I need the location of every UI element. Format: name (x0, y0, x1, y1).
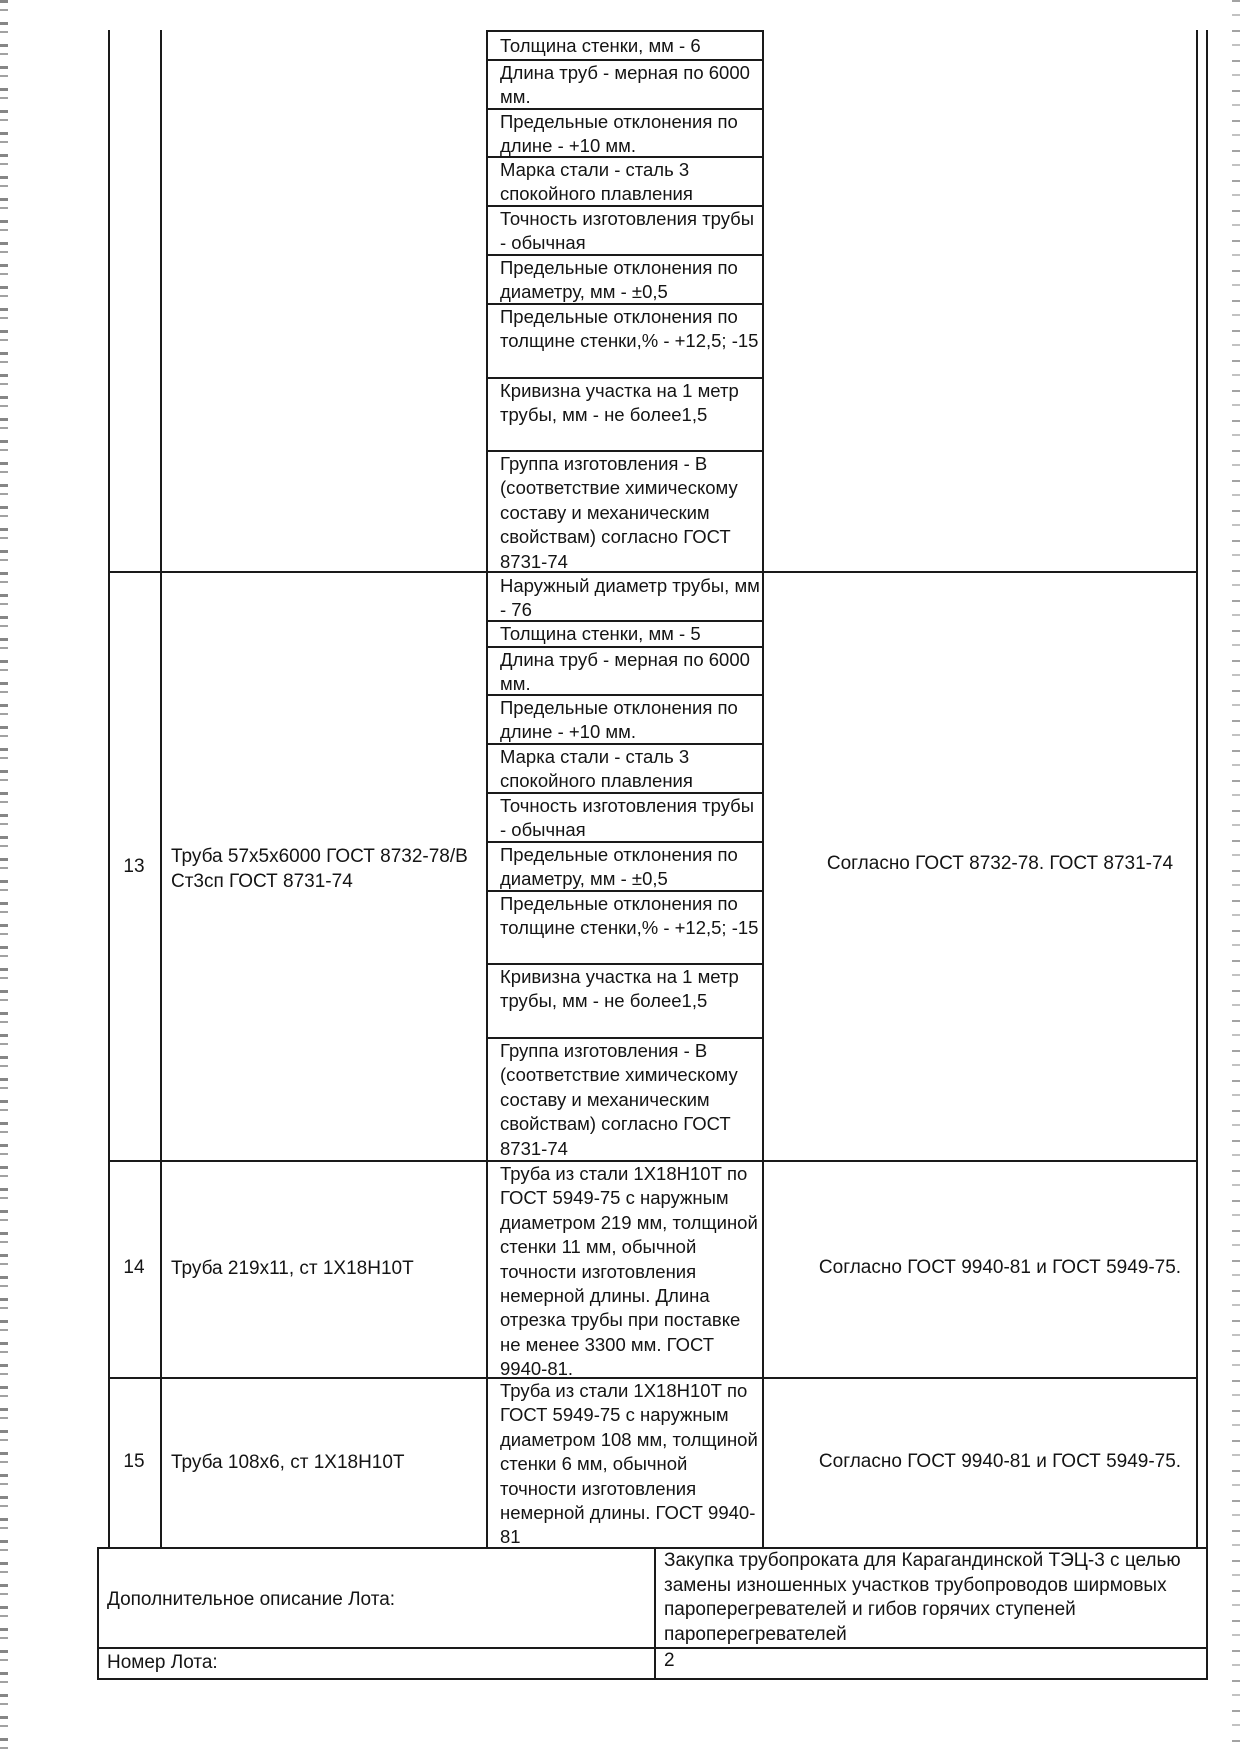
table-col-divider-1 (160, 30, 162, 1547)
footer-bottom-border (97, 1678, 1208, 1680)
table-top-border (486, 30, 764, 32)
spec-cell: Труба из стали 1Х18Н10Т по ГОСТ 5949-75 с наружным диаметром 219 мм, толщиной стенки 11 мм, обычной точности изготовления немерной длины. Длина отрезка трубы при поставке не менее 3300 мм. ГОСТ 9940-81. (500, 1163, 758, 1380)
table-col-divider-3 (762, 30, 764, 1547)
spec-cell: Предельные отклонения по толщине стенки,% - +12,5; -15 (500, 893, 759, 939)
item-name: Труба 219х11, ст 1Х18Н10Т (171, 1258, 414, 1279)
item-name: Труба 57х5х6000 ГОСТ 8732-78/В Ст3сп ГОСТ 8731-74 (171, 846, 468, 892)
spec-cell: Наружный диаметр трубы, мм - 76 (500, 575, 760, 621)
spec-cell: Точность изготовления трубы - обычная (500, 795, 755, 841)
footer-col-divider (654, 1547, 656, 1680)
table-col-divider-2 (486, 30, 488, 1547)
spec-cell: Группа изготовления - В (соответствие химическому составу и механическим свойствам) согласно ГОСТ 8731-74 (500, 1040, 738, 1159)
row-number: 15 (123, 1451, 145, 1472)
scan-edge-right (1232, 0, 1240, 1754)
requirement-cell: Согласно ГОСТ 9940-81 и ГОСТ 5949-75. (818, 1451, 1182, 1472)
spec-cell: Предельные отклонения по длине - +10 мм. (500, 111, 738, 157)
spec-cell: Предельные отклонения по длине - +10 мм. (500, 697, 738, 743)
row-number: 14 (123, 1257, 145, 1278)
table-border-right (1196, 30, 1198, 1547)
spec-cell: Толщина стенки, мм - 5 (500, 623, 701, 644)
spec-cell: Предельные отклонения по диаметру, мм - ±0,5 (500, 257, 738, 303)
requirement-cell: Согласно ГОСТ 9940-81 и ГОСТ 5949-75. (818, 1257, 1182, 1278)
lot-number-value: 2 (664, 1650, 675, 1671)
requirement-cell: Согласно ГОСТ 8732-78. ГОСТ 8731-74 (826, 853, 1174, 874)
spec-cell: Предельные отклонения по диаметру, мм - ±0,5 (500, 844, 738, 890)
spec-cell: Кривизна участка на 1 метр трубы, мм - не более1,5 (500, 966, 739, 1012)
spec-cell: Группа изготовления - В (соответствие химическому составу и механическим свойствам) согласно ГОСТ 8731-74 (500, 453, 738, 572)
footer-border-left (97, 1547, 99, 1680)
additional-description-value: Закупка трубопроката для Карагандинской ТЭЦ-3 с целью замены изношенных участков трубопроводов ширмовых пароперегревателей и гибов горячих ступеней пароперегревателей (664, 1550, 1181, 1645)
scan-edge-left (0, 0, 8, 1754)
spec-cell: Марка стали - сталь 3 спокойного плавления (500, 159, 693, 205)
additional-description-label: Дополнительное описание Лота: (107, 1589, 396, 1610)
spec-cell: Длина труб - мерная по 6000 мм. (500, 649, 750, 695)
spec-cell: Толщина стенки, мм - 6 (500, 35, 701, 56)
table-border-left (108, 30, 110, 1547)
item-name: Труба 108х6, ст 1Х18Н10Т (171, 1452, 405, 1473)
spec-cell: Кривизна участка на 1 метр трубы, мм - не более1,5 (500, 380, 739, 426)
row-number: 13 (123, 856, 145, 877)
spec-cell: Предельные отклонения по толщине стенки,% - +12,5; -15 (500, 306, 759, 352)
spec-cell: Точность изготовления трубы - обычная (500, 208, 755, 254)
spec-cell: Марка стали - сталь 3 спокойного плавления (500, 746, 693, 792)
spec-cell: Труба из стали 1Х18Н10Т по ГОСТ 5949-75 с наружным диаметром 108 мм, толщиной стенки 6 мм, обычной точности изготовления немерной длины. ГОСТ 9940-81 (500, 1380, 758, 1548)
spec-cell: Длина труб - мерная по 6000 мм. (500, 62, 750, 108)
lot-number-label: Номер Лота: (107, 1652, 218, 1673)
